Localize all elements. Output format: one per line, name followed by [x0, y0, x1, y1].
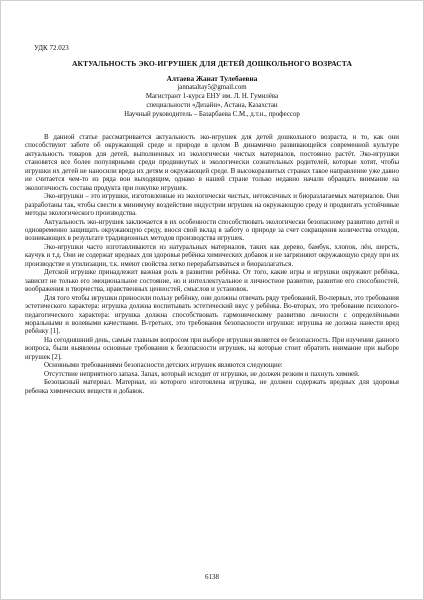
- author-position: Магистрант 1-курса ЕНУ им. Л. Н. Гумилёва: [145, 93, 279, 100]
- paragraph: Эко-игрушки часто изготавливаются из натуральных материалов, таких как дерево, бамбук, хлопок, лён, шерсть, каучук и т.д. Они не содержат вредных для здоровья ребёнка химических добавок и не загрязняют окружающую среду при их производстве и утилизации, т.к. имеют свойства легко перерабатываться и биоразлагаться.: [25, 242, 399, 268]
- author-name: Алтаева Жанат Тулебаевна: [166, 74, 258, 83]
- author-email: jannataltay5@gmail.com: [177, 84, 247, 91]
- paragraph: В данной статье рассматривается актуальность эко-игрушек для детей дошкольного возраста, и то, как они способствуют заботе об окружающей среде и природе в целом В динамично развивающейся современной культуре актуальность товаров для детей, выполненных из экологически чистых материалов, постоянно растёт. Эко-игрушки становятся все более популярными среди продвинутых и экологически сознательных родителей, которые хотят, чтобы игрушки их детей не наносили вреда их детям и окружающей среде. В высокоразвитых странах такое направление уже давно не считается чем-то из ряда вон выходящим, однако в нашей стране только недавно начали обращать внимание на экологичность состава продукта при покупке игрушек.: [25, 133, 399, 192]
- article-title: АКТУАЛЬНОСТЬ ЭКО-ИГРУШЕК ДЛЯ ДЕТЕЙ ДОШКОЛЬНОГО ВОЗРАСТА: [71, 59, 353, 68]
- page-number: 6138: [205, 573, 219, 581]
- document-page: [25, 44, 399, 395]
- paragraph: Детской игрушке принадлежит важная роль в развитии ребёнка. От того, какие игры и игрушки окружают ребёнка, зависит не только его эмоциональное состояние, но и интеллектуальное и личностное развитие, развитие его способностей, воображения и творчества, нравственных ценностей, смыслов и установок.: [25, 268, 399, 294]
- author-specialty: специальности «Дизайн», Астана, Казахстан: [146, 102, 278, 109]
- paragraph: Для того чтобы игрушки приносили пользу ребёнку, они должны отвечать ряду требований, Во-первых, это требования эстетического характера: игрушка должна воспитывать эстетический вкус у ребёнка. Во-вторых, это требование психолого-педагогического характера: игрушка должна способствовать гармоническому развитию личности с определёнными моральными и волевыми качествами. В-третьих, это требования безопасности игрушки: игрушка не должна нанести вред ребёнку [1].: [25, 293, 399, 336]
- paragraph: Эко-игрушки – это игрушки, изготовленные из экологически чистых, нетоксичных и биоразлагаемых материалов. Они разработаны так, чтобы свести к минимуму воздействие индустрии игрушек на окружающую среду и продвигать устойчивые методы экологического производства.: [25, 192, 399, 218]
- supervisor: Научный руководитель – Базарбаева С.М., д.т.н., профессор: [124, 111, 300, 118]
- article-body: [25, 133, 399, 395]
- paragraph: На сегодняшний день, самым главным вопросом при выборе игрушки является ее безопасность. При изучении данного вопроса, были выявлены основные требования к безопасности игрушек, на которые стоит обратить внимание при выборе игрушек [2].: [25, 335, 399, 361]
- paragraph: Отсутствие неприятного запаха. Запах, который исходит от игрушки, не должен резким и пахнуть химией.: [44, 369, 360, 378]
- udk-code: УДК 72.023: [34, 44, 69, 52]
- paragraph: Безопасный материал. Материал, из которого изготовлена игрушка, не должен содержать вредных для здоровья ребенка химических веществ и добавок.: [25, 378, 399, 395]
- paragraph: Актуальность эко-игрушек заключается в их особенности способствовать экологически безопасному развитию детей и одновременно защищать окружающую среду, внося свой вклад в заботу о природе за счет сокращения количества отходов, возникающих в результате традиционных методов производства игрушек.: [25, 217, 399, 243]
- paragraph: Основными требованиями безопасности детских игрушек являются следующие:: [44, 361, 283, 370]
